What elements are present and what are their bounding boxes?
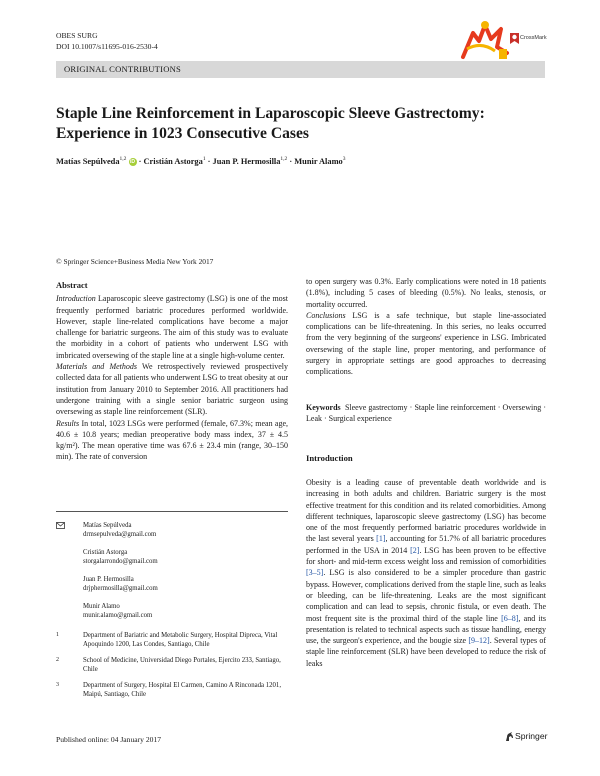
author[interactable]: Munir Alamo$^3$	[294, 156, 346, 166]
doi[interactable]: DOI 10.1007/s11695-016-2530-4	[56, 42, 158, 51]
affiliation: 3 Department of Surgery, Hospital El Carmen, Camino A Rinconada 1201, Maipú, Santiago, Chile	[56, 682, 282, 698]
abstract-results: Results In total, 1023 LSGs were performed (female, 67.3%; mean age, 40.6 ± 10.8 years; median preoperative body mass index, 37 ± 4.5 kg/m²). The mean operative time was 67.6 ± 23.4 min (range, 30–150 min). The rate of conversion	[56, 418, 288, 462]
springer-horse-icon	[505, 732, 514, 742]
author[interactable]: Matías Sepúlveda$^{1,2}$	[56, 156, 127, 166]
citation-link[interactable]: [6–8]	[501, 613, 519, 623]
keywords-label: Keywords	[306, 403, 341, 412]
abstract-conclusions: Conclusions LSG is a safe technique, but staple line-associated complications can be life-threatening. In this series, no leaks occurred from the very beginning of the surgeons' experience in LSG. Imbricated oversewing of the staple line, proper mentoring, and performance of surgery in appropriate settings are good approaches to decreasing complications.	[306, 310, 546, 377]
article-title: Staple Line Reinforcement in Laparoscopic Sleeve Gastrectomy: Experience in 1023 Consecutive Cases	[56, 105, 485, 142]
contact-name: Munir Alamo	[83, 603, 120, 610]
contact-entry	[83, 521, 156, 539]
contact-name: Cristián Astorga	[83, 549, 128, 556]
author[interactable]: Juan P. Hermosilla$^{1,2}$	[212, 156, 288, 166]
author-list: Matías Sepúlveda$^{1,2}$ iD · Cristián Astorga$^1$ · Juan P. Hermosilla$^{1,2}$ · Munir Alamo$^3$	[56, 156, 346, 166]
author[interactable]: Cristián Astorga$^1$	[143, 156, 206, 166]
crossmark-icon	[510, 33, 519, 44]
journal-name: OBES SURG	[56, 31, 98, 40]
citation-link[interactable]: [2]	[410, 545, 420, 555]
journal-logo-icon	[457, 19, 511, 61]
contact-name: Juan P. Hermosilla	[83, 576, 134, 583]
published-date: Published online: 04 January 2017	[56, 735, 162, 744]
section-label: ORIGINAL CONTRIBUTIONS	[64, 64, 181, 74]
abstract	[56, 280, 288, 463]
affiliation: 1 Department of Bariatric and Metabolic Surgery, Hospital Dipreca, Vital Apoquindo 1200, Las Condes, Santiago, Chile	[56, 632, 278, 648]
contact-entry	[83, 548, 158, 566]
citation-link[interactable]: [9–12]	[468, 636, 490, 646]
publisher-name: Springer	[515, 731, 548, 741]
envelope-icon	[56, 522, 65, 529]
contacts-divider	[56, 511, 288, 512]
contact-entry	[83, 602, 152, 620]
contact-email[interactable]: drjphermosilla@gmail.com	[83, 585, 158, 592]
section-bar	[56, 61, 545, 78]
copyright: © Springer Science+Business Media New York 2017	[56, 257, 214, 266]
keywords-text: Sleeve gastrectomy · Staple line reinforcement · Oversewing · Leak · Surgical experience	[306, 403, 546, 424]
crossmark-label: CrossMark	[520, 35, 547, 41]
introduction-body: Obesity is a leading cause of preventable death worldwide and is increasing in both adults and children. Bariatric surgery is the most effective treatment for this condition and its related comorbidities. Among different techniques, laparoscopic sleeve gastrectomy (LSG) has become one of the most frequently performed bariatric procedures worldwide in the last several years [1], accounting for 51.7% of all bariatric procedures performed in the USA in 2014 [2]. LSG has been proven to be effective for short- and mid-term excess weight loss and remission of comorbidities [3–5]. LSG is also considered to be a simpler procedure than gastric bypass. However, complications derived from the staple line, such as leaks or bleeding, can be life-threatening. Leaks are the most significant complication and can lead to sepsis, chronic fistula, or even death. The most frequent site is the proximal third of the staple line [6–8], and its presentation is related to technical aspects such as tissue handling, energy use, the surgeon's experience, and the bougie size [9–12]. Several types of staple line reinforcement (SLR) have been developed to reduce the risk of leaks	[306, 478, 547, 668]
contact-email[interactable]: drmsepulveda@gmail.com	[83, 531, 157, 538]
abstract-results-continued: to open surgery was 0.3%. Early complications were noted in 18 patients (1.8%), including 5 cases of bleeding (0.5%). No leaks, stenosis, or mortality occurred.	[306, 277, 546, 309]
abstract-introduction: Introduction Laparoscopic sleeve gastrectomy (LSG) is one of the most frequently performed bariatric procedures performed worldwide. However, staple line-related complications have become a major challenge for bariatric surgeons. The aim of this study was to evaluate the morbidity in a cohort of patients who underwent LSG with imbricated oversewing of the staple line at a single high-volume center.	[56, 294, 289, 360]
contact-entry	[83, 575, 158, 593]
orcid-icon[interactable]: iD	[130, 158, 135, 165]
introduction-heading: Introduction	[306, 453, 353, 463]
abstract-methods: Materials and Methods We retrospectively reviewed prospectively collected data for all patients who underwent LSG to treat obesity at our institution from January 2010 to September 2016. All practitioners had undergone training with a single senior bariatric surgeon using oversewing as staple line reinforcement (SLR).	[56, 362, 288, 417]
keywords	[306, 402, 546, 425]
abstract-continued	[306, 276, 546, 378]
contact-email[interactable]: storgalarrondo@gmail.com	[83, 558, 158, 565]
citation-link[interactable]: [3–5]	[306, 568, 324, 578]
citation-link[interactable]: [1]	[376, 534, 386, 544]
contact-email[interactable]: munir.alamo@gmail.com	[83, 612, 153, 619]
abstract-heading: Abstract	[56, 280, 88, 290]
contact-name: Matías Sepúlveda	[83, 522, 132, 529]
affiliation: 2 School of Medicine, Universidad Diego Portales, Ejercito 233, Santiago, Chile	[56, 657, 281, 673]
